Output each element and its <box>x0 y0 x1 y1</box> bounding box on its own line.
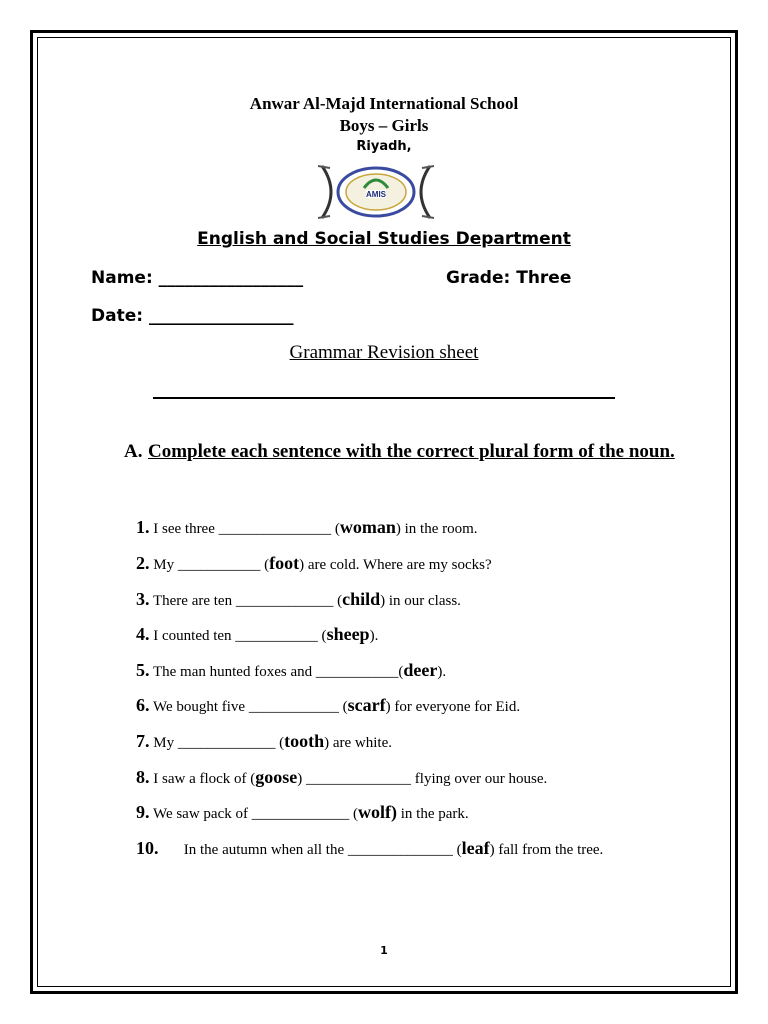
question-item <box>136 802 469 823</box>
question-text-before: We saw pack of _____________ ( <box>152 806 358 822</box>
question-number: 3. <box>136 589 150 609</box>
question-number: 5. <box>136 660 150 680</box>
question-noun: foot <box>269 553 300 573</box>
question-text-before: The man hunted foxes and ___________( <box>152 664 404 680</box>
school-city: Riyadh, <box>356 139 412 154</box>
question-text-before: I saw a flock of ( <box>153 771 256 787</box>
question-text-before: I see three _______________ ( <box>153 521 340 537</box>
question-noun: child <box>342 589 381 609</box>
question-text-after: ). <box>369 628 379 644</box>
question-text-after: ) for everyone for Eid. <box>385 699 521 715</box>
question-number: 6. <box>136 695 150 715</box>
name-field: Name: _________________ <box>91 268 304 288</box>
question-noun: wolf) <box>357 802 397 822</box>
question-number: 2. <box>136 553 150 573</box>
question-noun: sheep <box>326 624 370 644</box>
grade-field: Grade: Three <box>446 268 572 288</box>
question-text-after: ) are white. <box>324 735 392 751</box>
sheet-title: Grammar Revision sheet <box>289 342 479 363</box>
section-a-instruction <box>124 440 684 464</box>
question-text-before: My _____________ ( <box>153 735 285 751</box>
question-item <box>136 517 478 538</box>
question-text-after: ) are cold. Where are my socks? <box>299 557 492 573</box>
question-item <box>136 731 392 752</box>
question-number: 9. <box>136 802 150 822</box>
question-noun: deer <box>403 660 438 680</box>
question-number: 4. <box>136 624 150 644</box>
question-item <box>136 553 492 574</box>
section-letter: A. <box>124 441 143 462</box>
question-item <box>136 695 520 716</box>
school-name: Anwar Al-Majd International School <box>249 94 519 113</box>
question-text-after: in the park. <box>396 806 469 822</box>
question-noun: scarf <box>347 695 386 715</box>
logo-text: AMIS <box>366 190 386 199</box>
question-text-before: We bought five ____________ ( <box>152 699 348 715</box>
section-instruction-text: Complete each sentence with the correct plural form of the noun. <box>148 441 675 462</box>
question-text-after: ). <box>437 664 447 680</box>
school-type: Boys – Girls <box>339 116 429 135</box>
date-field: Date: _________________ <box>91 306 294 326</box>
question-text-before: My ___________ ( <box>153 557 270 573</box>
question-text-after: ) in our class. <box>380 593 461 609</box>
question-text-before: There are ten _____________ ( <box>152 593 343 609</box>
question-item <box>136 767 547 788</box>
school-logo <box>314 162 438 222</box>
page-number: 1 <box>380 944 388 957</box>
question-noun: goose <box>255 767 298 787</box>
question-text-after: ) in the room. <box>395 521 478 537</box>
question-text-before: I counted ten ___________ ( <box>153 628 327 644</box>
question-item <box>136 660 446 681</box>
question-text-before: In the autumn when all the ______________ ( <box>183 842 462 858</box>
question-number: 8. <box>136 767 150 787</box>
divider-rule <box>153 397 615 399</box>
question-number: 10. <box>136 838 159 858</box>
question-noun: tooth <box>284 731 325 751</box>
question-item <box>136 589 461 610</box>
question-noun: leaf <box>461 838 490 858</box>
question-number: 1. <box>136 517 150 537</box>
question-text-after: ) fall from the tree. <box>489 842 604 858</box>
question-item <box>136 838 603 859</box>
question-noun: woman <box>339 517 396 537</box>
question-item <box>136 624 378 645</box>
department-title: English and Social Studies Department <box>197 229 571 249</box>
question-number: 7. <box>136 731 150 751</box>
question-text-after: ) ______________ flying over our house. <box>297 771 548 787</box>
